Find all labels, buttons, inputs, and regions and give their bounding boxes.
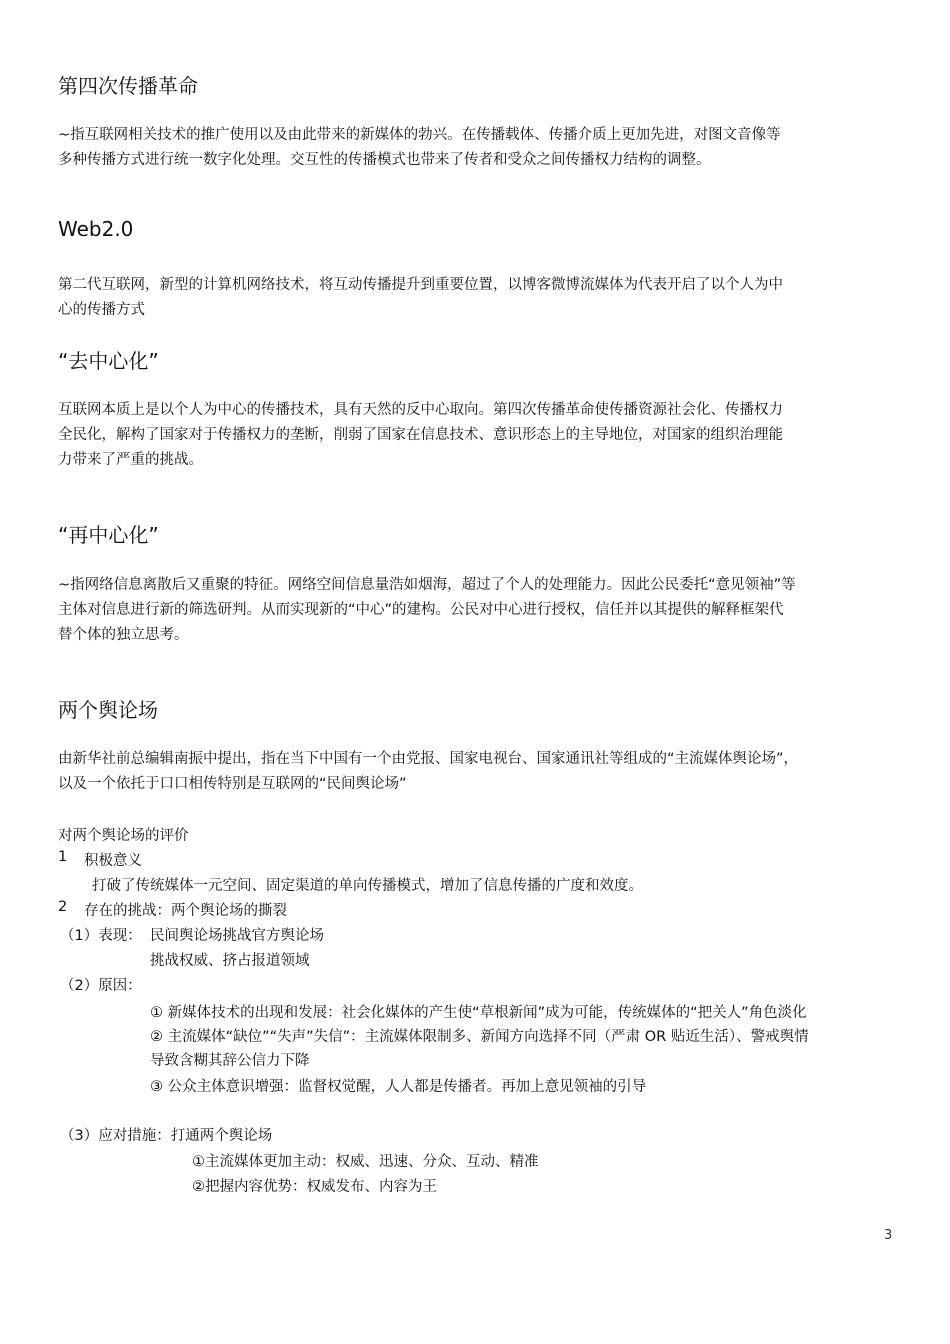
- sub-item-label: （2）原因：: [60, 978, 142, 994]
- evaluation-title: 对两个舆论场的评价: [58, 828, 189, 844]
- section-heading: 两个舆论场: [58, 698, 158, 722]
- paragraph-line: 全民化，解构了国家对于传播权力的垄断，削弱了国家在信息技术、意识形态上的主导地位，对国家的组织治理能: [58, 427, 783, 443]
- reason-item: ① 新媒体技术的出现和发展：社会化媒体的产生使“草根新闻”成为可能，传统媒体的“把关人”角色淡化: [150, 1005, 807, 1021]
- sub-item-text: 挑战权威、挤占报道领域: [150, 953, 310, 969]
- paragraph-line: 互联网本质上是以个人为中心的传播技术，具有天然的反中心取向。第四次传播革命使传播资源社会化、传播权力: [58, 402, 783, 418]
- sub-item-text: 民间舆论场挑战官方舆论场: [150, 928, 324, 944]
- list-number: 2: [58, 899, 68, 915]
- paragraph-line: 力带来了严重的挑战。: [58, 452, 203, 468]
- page-number: 3: [884, 1228, 893, 1243]
- section-heading: 第四次传播革命: [58, 74, 198, 98]
- paragraph-line: 第二代互联网，新型的计算机网络技术，将互动传播提升到重要位置，以博客微博流媒体为代表开启了以个人为中: [58, 277, 783, 293]
- reason-item: 导致含糊其辞公信力下降: [150, 1053, 310, 1069]
- sub-item-label: （1）表现：: [60, 928, 142, 944]
- measure-item: ②把握内容优势：权威发布、内容为王: [192, 1179, 437, 1195]
- section-heading: “再中心化”: [58, 523, 159, 547]
- section-heading: “去中心化”: [58, 349, 159, 373]
- measure-item: ①主流媒体更加主动：权威、迅速、分众、互动、精准: [192, 1154, 539, 1170]
- paragraph-line: 以及一个依托于口口相传特别是互联网的“民间舆论场”: [58, 776, 407, 792]
- reason-item: ③ 公众主体意识增强：监督权觉醒，人人都是传播者。再加上意见领袖的引导: [150, 1079, 647, 1095]
- list-item-label: 存在的挑战：两个舆论场的撕裂: [84, 903, 287, 919]
- paragraph-line: ~指网络信息离散后又重聚的特征。网络空间信息量浩如烟海，超过了个人的处理能力。因此公民委托“意见领袖”等: [58, 577, 796, 593]
- paragraph-line: 替个体的独立思考。: [58, 627, 189, 643]
- list-number: 1: [58, 849, 68, 865]
- section-heading: Web2.0: [58, 217, 134, 241]
- list-item-label: 积极意义: [84, 853, 142, 869]
- paragraph-line: 主体对信息进行新的筛选研判。从而实现新的“中心”的建构。公民对中心进行授权，信任并以其提供的解释框架代: [58, 602, 784, 618]
- paragraph-line: ~指互联网相关技术的推广使用以及由此带来的新媒体的勃兴。在传播载体、传播介质上更加先进，对图文音像等: [58, 127, 781, 143]
- list-item-text: 打破了传统媒体一元空间、固定渠道的单向传播模式，增加了信息传播的广度和效度。: [92, 878, 643, 894]
- reason-item: ② 主流媒体“缺位”“失声”失信”：主流媒体限制多、新闻方向选择不同（严肃 OR 贴近生活）、警戒舆情: [150, 1029, 809, 1045]
- paragraph-line: 多种传播方式进行统一数字化处理。交互性的传播模式也带来了传者和受众之间传播权力结构的调整。: [58, 152, 711, 168]
- paragraph-line: 心的传播方式: [58, 302, 145, 318]
- sub-item-label: （3）应对措施：打通两个舆论场: [60, 1128, 273, 1144]
- paragraph-line: 由新华社前总编辑南振中提出，指在当下中国有一个由党报、国家电视台、国家通讯社等组成的“主流媒体舆论场”，: [58, 751, 799, 767]
